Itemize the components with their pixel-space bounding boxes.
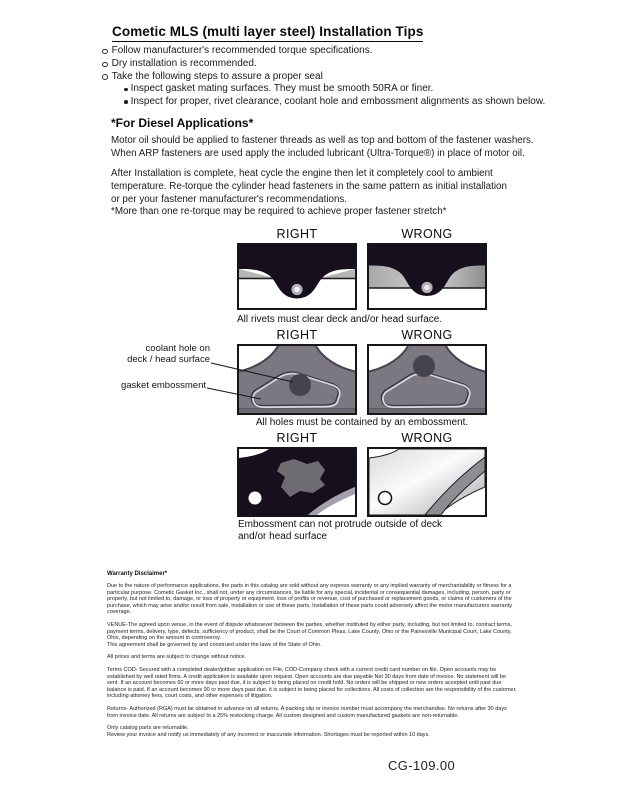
figure-rivet-right [237,228,357,310]
warranty-disclaimer-section [107,571,517,738]
embossment-protrusion-wrong-diagram [369,449,485,515]
callout-line: deck / head surface [127,354,210,366]
paragraph-line: temperature. Re-torque the cylinder head fasteners in the same pattern as initial installation [111,181,507,192]
right-label: RIGHT [276,431,318,445]
diesel-paragraph-retorque [111,167,573,206]
right-label: RIGHT [276,328,318,342]
paragraph-line: Motor oil should be applied to fastener threads as well as top and bottom of the fastener washers. [111,135,534,146]
wrong-label: WRONG [401,328,453,342]
retorque-note: *More than one re-torque may be required to achieve proper fastener stretch* [111,206,447,217]
caption-holes: All holes must be contained by an embossment. [255,417,469,428]
caption-rivets: All rivets must clear deck and/or head surface. [237,314,443,325]
rivet-clearance-right-diagram [239,245,355,308]
disclaimer-paragraph-venue: VENUE-The agreed upon venue, in the event of dispute whatsoever between the parties, whether instituted by either party, including, but not limited to, contract terms, payment terms, delivery, type, defects, sufficiency of product, shall be the Court of Common Pleas, Lake County, Ohio or the Painesville Municipal Court, Lake County, Ohio, depending on the amount in controversy. [107,621,512,642]
figure-protrusion-wrong [367,432,487,517]
disclaimer-paragraph-prices: All prices and terms are subject to change without notice. [107,654,247,661]
callout-coolant-hole [96,343,210,365]
disclaimer-paragraph-terms: Terms COD- Secured with a completed dealer/jobber application on File, COD-Company check with a current credit card number on file. Open accounts may be established by well rated firms. A credit application is available upon request. Open accounts are due payable Net 30 days from date of invoice. No statement will be sent. If an account becomes 60 or more days past due, it is subject to being placed on credit hold. No orders will be shipped or new orders accepted until past due balance is paid. If an account becomes 90 or more days past due, it is subject to being placed for collections. All costs of collection are the responsibility of the customer, including attorney fees, court costs, and other expenses of litigation. [107,666,517,700]
disclaimer-heading: Warranty Disclaimer* [107,571,168,577]
caption-embossment [238,519,442,542]
circle-bullet-icon [102,49,108,55]
list-item [102,58,572,71]
callout-gasket-embossment: gasket embossment [120,380,206,391]
rivet-clearance-wrong-diagram [369,245,485,308]
tip-text: Dry installation is recommended. [111,57,257,69]
disclaimer-paragraph-catalog-parts: Only catalog parts are returnable. [107,725,189,732]
circle-bullet-icon [102,74,108,80]
wrong-label: WRONG [401,431,453,445]
disclaimer-paragraph-governing: This agreement shall be governed by and construed under the laws of the State of Ohio. [107,641,322,648]
right-label: RIGHT [276,227,318,241]
installation-tips-list [102,45,572,109]
circle-bullet-icon [102,62,108,68]
figure-rivet-wrong [367,228,487,310]
tip-text: Follow manufacturer's recommended torque specifications. [111,45,373,56]
disclaimer-paragraph-returns: Returns- Authorized (RGA) must be obtained in advance on all returns. A packing slip or invoice number must accompany the merchandise. No returns after 30 days from invoice date. All returns are subject to a 25% restocking charge. All custom designed and custom manufactured gaskets are non-returnable. [107,705,507,719]
page-title: Cometic MLS (multi layer steel) Installation Tips [112,24,423,42]
tip-text: Inspect gasket mating surfaces. They must be smooth 50RA or finer. [130,83,434,95]
diesel-section-heading: *For Diesel Applications* [111,116,254,130]
list-item [124,83,572,96]
caption-line: and/or head surface [238,530,327,542]
paragraph-line: After Installation is complete, heat cycle the engine then let it completely cool to ambient [111,168,493,179]
dot-bullet-icon [124,88,128,92]
figure-hole-right [237,329,357,415]
list-item [124,96,572,109]
figure-hole-wrong [367,329,487,415]
hole-embossment-wrong-diagram [369,346,485,413]
callout-line: coolant hole on [145,343,210,354]
paragraph-line: When ARP fasteners are used apply the included lubricant (Ultra-Torque®) in place of motor oil. [111,148,525,159]
caption-line: Embossment can not protrude outside of deck [238,519,443,530]
figure-protrusion-right [237,432,357,517]
dot-bullet-icon [124,100,128,104]
paragraph-line: or per your fastener manufacturer's recommendations. [111,194,348,205]
hole-embossment-right-diagram [239,346,355,413]
disclaimer-paragraph-review: Review your invoice and notify us immediately of any incorrect or inaccurate information. Shortages must be reported within 10 days. [107,731,430,738]
tip-text: Inspect for proper, rivet clearance, coolant hole and embossment alignments as shown below. [130,96,546,108]
diesel-paragraph-oil [111,134,573,160]
embossment-protrusion-right-diagram [239,449,355,515]
tip-text: Take the following steps to assure a proper seal [111,70,323,82]
document-number: CG-109.00 [388,758,456,773]
list-item [102,71,572,84]
wrong-label: WRONG [401,227,453,241]
list-item [102,45,572,58]
disclaimer-paragraph-warranty: Due to the nature of performance applications, the parts in this catalog are sold without any express warranty or any implied warranty of merchantability or fitness for a particular purpose. Cometic Gasket Inc., shall not, under any circumstances, be liable for any special, incidental or consequential damages, including, person, party or property, but not limited to, damage, or loss of property or equipment, loss of profits or revenue, cost of purchased or replacement goods, or claims of customers of the purchase, which may arise and/or result from sale, installation or use of these parts. Installation of these parts could adversely affect the motor manufacturers warranty coverage. [107,583,512,616]
